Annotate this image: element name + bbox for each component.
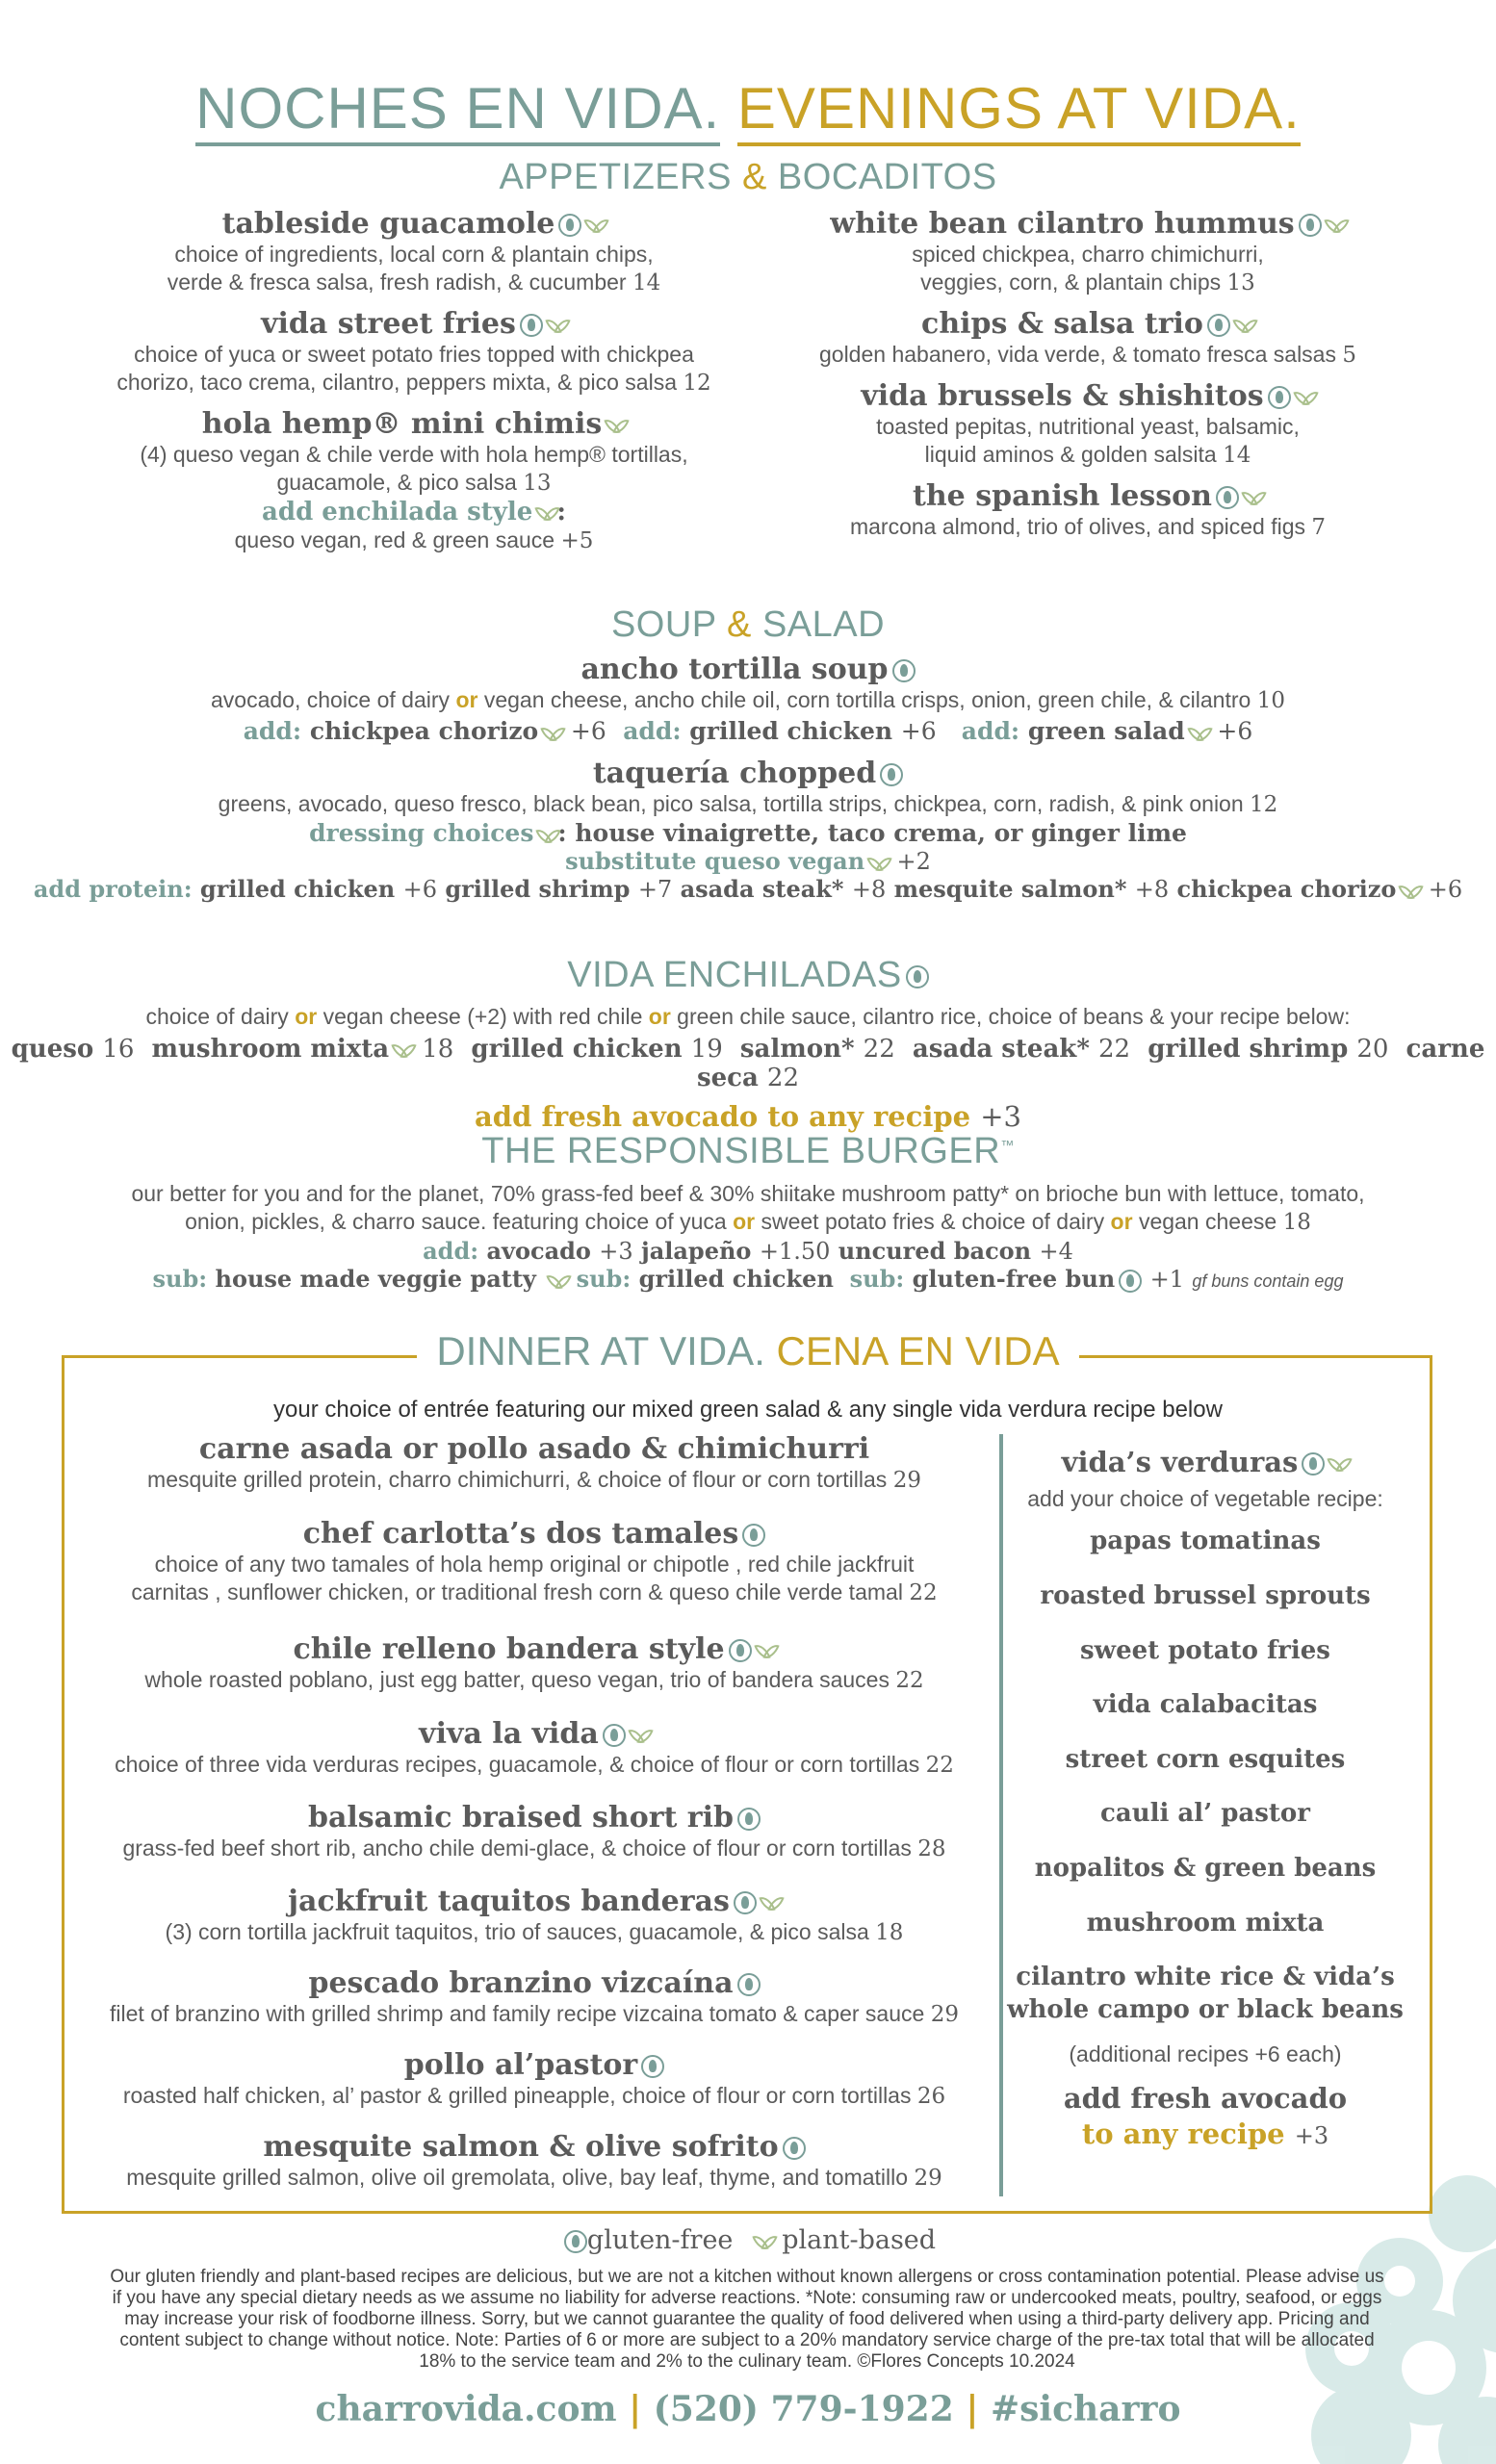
verduras-avocado: to any recipe <box>1081 2118 1285 2150</box>
gluten-free-icon <box>1216 486 1239 509</box>
verdura-item: vida calabacitas <box>1093 1690 1318 1719</box>
enchilada-price: 20 <box>1356 1035 1389 1064</box>
item-price: 28 <box>917 1836 946 1861</box>
item-desc: green chile sauce, cilantro rice, choice of beans & your recipe below: <box>677 1004 1351 1029</box>
protein-price: +8 <box>1134 876 1170 903</box>
enchilada-price: 19 <box>690 1035 723 1064</box>
dressing-label: dressing choices <box>309 819 534 847</box>
item-name: pollo al’pastor <box>403 2048 638 2082</box>
add-label: add: <box>423 1237 479 1265</box>
plant-based-icon <box>547 1271 568 1291</box>
item-desc: filet of branzino with grilled shrimp and family recipe vizcaina tomato & caper sauce <box>110 2001 925 2026</box>
or-word: or <box>295 1004 318 1029</box>
menu-item <box>77 1717 992 1780</box>
item-name: viva la vida <box>419 1717 599 1751</box>
plant-based-icon <box>1294 388 1315 407</box>
sub-name: house made veggie patty <box>215 1265 536 1293</box>
verduras-avocado: add fresh avocado <box>1063 2082 1348 2115</box>
gluten-free-icon <box>520 314 543 337</box>
add-enchilada-label: add enchilada style <box>262 498 533 526</box>
gluten-free-icon <box>783 2137 806 2160</box>
or-word: or <box>1110 1209 1133 1234</box>
addon-price: +6 <box>570 717 606 745</box>
menu-item <box>77 1632 992 1695</box>
gluten-free-icon <box>1119 1270 1142 1293</box>
gluten-free-icon <box>742 1524 765 1547</box>
enchilada-price: 22 <box>863 1035 895 1064</box>
soup-amp: & <box>727 604 752 645</box>
plant-based-icon <box>1233 316 1254 335</box>
dressing-options: : house vinaigrette, taco crema, or ginger lime <box>557 819 1187 847</box>
gluten-free-icon <box>892 659 916 682</box>
item-desc: veggies, corn, & plantain chips <box>920 270 1222 295</box>
menu-item: hola hemp® mini chimis (4) queso vegan & chile verde with hola hemp® tortillas, guacamole, & pico salsa 13 add enchilada style : queso vegan, red & green sauce +5 <box>77 407 751 555</box>
item-name: ancho tortilla soup <box>580 653 889 686</box>
gluten-free-icon <box>1299 214 1322 237</box>
verduras-title-text: vida’s verduras <box>1061 1446 1299 1478</box>
headline-spanish: NOCHES EN VIDA. <box>195 76 720 146</box>
protein-name: asada steak* <box>680 875 844 903</box>
protein-price: +7 <box>637 876 673 903</box>
plant-based-icon <box>629 1726 650 1745</box>
item-price: 18 <box>875 1920 904 1945</box>
protein-name: grilled chicken <box>199 875 396 903</box>
plant-based-icon <box>541 724 562 743</box>
item-name: pescado branzino vizcaína <box>308 1966 734 2000</box>
item-desc: liquid aminos & golden salsita <box>924 442 1217 467</box>
verdura-item: sweet potato fries <box>1080 1636 1330 1665</box>
or-word: or <box>648 1004 671 1029</box>
item-price: 12 <box>1250 792 1278 817</box>
menu-item <box>77 1432 992 1495</box>
item-desc: chorizo, taco crema, cilantro, peppers mixta, & pico salsa <box>116 370 677 395</box>
separator: | <box>966 2389 979 2429</box>
enchiladas-section <box>0 1003 1496 1133</box>
addon-name: avocado <box>486 1237 591 1265</box>
item-price: 29 <box>914 2166 942 2191</box>
item-desc: vegan cheese, ancho chile oil, corn tortilla crisps, onion, green chile, & cilantro <box>483 687 1251 712</box>
addon-price: +4 <box>1039 1238 1073 1265</box>
plant-based-icon <box>1325 216 1346 235</box>
plant-based-icon <box>392 1040 413 1060</box>
item-price: 29 <box>930 2002 959 2027</box>
website-link[interactable]: charrovida.com <box>315 2389 617 2429</box>
item-desc: queso vegan, red & green sauce <box>234 527 555 552</box>
item-price: 12 <box>683 371 711 396</box>
appetizers-title-a: APPETIZERS <box>499 157 732 197</box>
item-name: tableside guacamole <box>221 207 555 241</box>
plant-based-icon <box>1188 724 1209 743</box>
menu-item <box>761 379 1415 470</box>
menu-item <box>761 479 1415 542</box>
plant-based-icon <box>535 503 556 523</box>
item-name: white bean cilantro hummus <box>830 207 1295 241</box>
plant-based-icon <box>546 316 567 335</box>
plant-based-icon <box>1328 1454 1349 1474</box>
item-desc: golden habanero, vida verde, & tomato fresca salsas <box>818 342 1336 367</box>
gluten-free-icon <box>734 1891 757 1914</box>
sub-label: sub: <box>152 1265 208 1293</box>
sub-price: +1 <box>1149 1266 1184 1293</box>
burger-section <box>0 1180 1496 1293</box>
gluten-free-icon <box>564 2230 587 2253</box>
disclaimer-line: Our gluten friendly and plant-based recipes are delicious, but we are not a kitchen without known allergens or cross contamination potential. Please advise us <box>110 2267 1384 2287</box>
addon-name: uncured bacon <box>838 1237 1032 1265</box>
item-price: 26 <box>916 2084 946 2109</box>
enchilada-price: 18 <box>422 1035 454 1064</box>
verdura-item: nopalitos & green beans <box>1034 1854 1377 1883</box>
enchilada-option: asada steak* <box>912 1035 1090 1064</box>
item-name: the spanish lesson <box>913 479 1212 513</box>
item-desc: vegan cheese (+2) with red chile <box>322 1004 643 1029</box>
verdura-item: cauli al’ pastor <box>1100 1799 1310 1828</box>
item-desc: choice of dairy <box>145 1004 289 1029</box>
verduras-title <box>1007 1446 1404 1478</box>
enchilada-price: 22 <box>766 1064 799 1092</box>
verduras-subtitle: add your choice of vegetable recipe: <box>1027 1486 1383 1511</box>
verdura-item: street corn esquites <box>1065 1745 1346 1774</box>
appetizers-amp: & <box>742 157 767 197</box>
verdura-item: mushroom mixta <box>1086 1909 1325 1938</box>
sub-label: sub: <box>849 1265 905 1293</box>
legend-gluten-free: gluten-free <box>586 2225 734 2255</box>
gluten-free-icon <box>1302 1452 1325 1476</box>
item-desc: (3) corn tortilla jackfruit taquitos, trio of sauces, guacamole, & pico salsa <box>165 1919 869 1944</box>
menu-item <box>77 1966 992 2029</box>
addon-name: green salad <box>1027 717 1185 745</box>
item-desc: choice of yuca or sweet potato fries topped with chickpea <box>134 342 694 367</box>
gf-note: gf buns contain egg <box>1192 1271 1344 1291</box>
avocado-price: +3 <box>1294 2122 1329 2149</box>
enchiladas-title <box>0 955 1496 996</box>
verdura-item: whole campo or black beans <box>1007 1995 1404 2024</box>
gluten-free-icon <box>603 1724 626 1747</box>
item-price: 10 <box>1256 688 1285 713</box>
plant-based-icon <box>867 854 889 873</box>
enchilada-price: 22 <box>1097 1035 1131 1064</box>
plant-based-icon <box>1399 882 1420 901</box>
plant-based-icon <box>753 2232 774 2251</box>
disclaimer-line: content subject to change without notice. Note: Parties of 6 or more are subject to a 20% mandatory service charge of the pre-tax total that will be allocated <box>119 2330 1375 2350</box>
item-name: vida brussels & shishitos <box>861 379 1264 413</box>
item-desc: mesquite grilled protein, charro chimichurri, & choice of flour or corn tortillas <box>147 1467 888 1492</box>
add-label: add: <box>243 717 302 745</box>
item-desc: guacamole, & pico salsa <box>276 470 517 495</box>
protein-name: grilled shrimp <box>445 875 631 903</box>
substitute-price: +2 <box>896 848 931 875</box>
verdura-item: papas tomatinas <box>1090 1527 1321 1555</box>
plant-based-icon <box>755 1641 776 1660</box>
gluten-free-icon <box>1268 386 1291 409</box>
trademark: ™ <box>1000 1137 1015 1153</box>
item-price: 13 <box>523 471 552 496</box>
verduras-extra: (additional recipes +6 each) <box>1069 2041 1342 2066</box>
appetizers-left-column <box>77 207 751 555</box>
dinner-intro: your choice of entrée featuring our mixed green salad & any single vida verdura recipe below <box>273 1397 1223 1423</box>
item-price: 22 <box>925 1753 954 1778</box>
or-word: or <box>455 687 478 712</box>
menu-item <box>761 307 1415 370</box>
menu-item <box>77 307 751 398</box>
burger-title <box>0 1131 1496 1172</box>
soup-title-a: SOUP <box>610 604 716 645</box>
column-divider <box>999 1434 1003 2196</box>
plant-based-icon <box>536 826 557 845</box>
disclaimer-line: 18% to the service team and 2% to the culinary team. ©Flores Concepts 10.2024 <box>419 2351 1075 2372</box>
plant-based-icon <box>1242 488 1263 507</box>
page-headline <box>0 75 1496 141</box>
gluten-free-icon <box>737 1808 761 1831</box>
sub-name: grilled chicken <box>638 1265 834 1293</box>
item-desc: (4) queso vegan & chile verde with hola hemp® tortillas, <box>140 442 688 467</box>
item-price: 14 <box>632 270 661 295</box>
protein-price: +8 <box>851 876 887 903</box>
item-name: chile relleno bandera style <box>293 1632 725 1666</box>
plant-based-icon <box>760 1893 781 1912</box>
item-desc: marcona almond, trio of olives, and spiced figs <box>849 514 1305 539</box>
item-desc: avocado, choice of dairy <box>211 687 451 712</box>
addon-name: chickpea chorizo <box>309 717 539 745</box>
item-name: balsamic braised short rib <box>307 1801 734 1835</box>
menu-item <box>77 207 751 297</box>
menu-item <box>77 2130 992 2193</box>
item-desc: mesquite grilled salmon, olive oil gremolata, olive, bay leaf, thyme, and tomatillo <box>126 2165 909 2190</box>
item-desc: our better for you and for the planet, 70% grass-fed beef & 30% shiitake mushroom patty* on brioche bun with lettuce, tomato, <box>131 1181 1365 1206</box>
item-name: chips & salsa trio <box>921 307 1203 341</box>
gluten-free-icon <box>737 1973 761 1996</box>
verdura-item: cilantro white rice & vida’s <box>1016 1963 1395 1991</box>
soup-salad-title <box>0 604 1496 646</box>
protein-price: +6 <box>1428 876 1463 903</box>
avocado-addon: add fresh avocado to any recipe <box>475 1100 971 1133</box>
item-name: mesquite salmon & olive sofrito <box>263 2130 779 2164</box>
legend-plant-based: plant-based <box>782 2225 937 2255</box>
sub-name: gluten-free bun <box>912 1265 1116 1293</box>
legend <box>0 2225 1496 2255</box>
footer-contact <box>0 2389 1496 2429</box>
item-desc: sweet potato fries & choice of dairy <box>761 1209 1105 1234</box>
item-price: 14 <box>1223 443 1251 468</box>
headline-english: EVENINGS AT VIDA. <box>737 76 1301 146</box>
item-price: 7 <box>1311 515 1327 540</box>
item-price: 18 <box>1282 1210 1311 1235</box>
sub-label: sub: <box>576 1265 632 1293</box>
verdura-item: roasted brussel sprouts <box>1040 1581 1371 1610</box>
enchilada-option: grilled chicken <box>471 1035 683 1064</box>
gluten-free-icon <box>729 1639 752 1662</box>
menu-item <box>77 1517 992 1607</box>
soup-title-b: SALAD <box>761 604 886 645</box>
gluten-free-icon <box>641 2055 664 2078</box>
separator: | <box>629 2389 642 2429</box>
addon-name: grilled chicken <box>689 717 893 745</box>
protein-label: add protein: <box>33 875 193 903</box>
item-desc: onion, pickles, & charro sauce. featuring choice of yuca <box>185 1209 727 1234</box>
phone-number[interactable]: (520) 779-1922 <box>653 2389 954 2429</box>
item-name: hola hemp® mini chimis <box>201 407 603 441</box>
disclaimer-line: if you have any special dietary needs as we assume no liability for adverse reactions. *Note: consuming raw or undercooked meats, poultry, seafood, or eggs <box>112 2288 1382 2308</box>
plant-based-icon <box>584 216 606 235</box>
menu-item <box>77 2048 992 2111</box>
menu-item <box>77 1801 992 1863</box>
item-desc: vegan cheese <box>1138 1209 1277 1234</box>
item-price: 5 <box>1342 343 1357 368</box>
soup-section <box>0 653 1496 903</box>
item-desc: verde & fresca salsa, fresh radish, & cucumber <box>167 270 627 295</box>
enchilada-option: carne seca <box>696 1035 1485 1092</box>
item-desc: greens, avocado, queso fresco, black bean, pico salsa, tortilla strips, chickpea, corn, radish, & pink onion <box>218 791 1244 816</box>
item-desc: roasted half chicken, al’ pastor & grilled pineapple, choice of flour or corn tortillas <box>122 2083 912 2108</box>
gluten-free-icon <box>558 214 581 237</box>
add-label: add: <box>961 717 1020 745</box>
dinner-title-b: CENA EN VIDA <box>776 1328 1060 1373</box>
or-word: or <box>733 1209 756 1234</box>
item-desc: toasted pepitas, nutritional yeast, balsamic, <box>876 414 1300 439</box>
appetizers-title <box>0 157 1496 198</box>
item-desc: choice of ingredients, local corn & plantain chips, <box>174 242 654 267</box>
enchilada-price: 16 <box>102 1035 135 1064</box>
burger-title-text: THE RESPONSIBLE BURGER <box>481 1131 1001 1171</box>
appetizers-title-b: BOCADITOS <box>777 157 997 197</box>
item-desc: grass-fed beef short rib, ancho chile demi-glace, & choice of flour or corn tortillas <box>122 1835 912 1861</box>
plant-based-icon <box>605 416 626 435</box>
appetizers-right-column <box>761 207 1415 542</box>
item-desc: spiced chickpea, charro chimichurri, <box>912 242 1264 267</box>
enchiladas-title-text: VIDA ENCHILADAS <box>567 955 902 995</box>
item-price: 13 <box>1226 270 1255 295</box>
item-desc: choice of three vida verduras recipes, guacamole, & choice of flour or corn tortillas <box>115 1752 920 1777</box>
enchilada-option: grilled shrimp <box>1148 1035 1349 1064</box>
menu-item <box>77 1885 992 1947</box>
enchilada-option: queso <box>11 1035 94 1064</box>
addon-price: +3 <box>599 1238 633 1265</box>
addon-name: jalapeño <box>641 1237 752 1265</box>
enchilada-option: mushroom mixta <box>151 1035 390 1064</box>
addon-price: +6 <box>900 717 937 745</box>
dinner-title-a: DINNER AT VIDA. <box>436 1328 765 1373</box>
gluten-free-icon <box>906 965 929 988</box>
addon-price: +1.50 <box>759 1238 831 1265</box>
item-name: vida street fries <box>261 307 516 341</box>
item-name: jackfruit taquitos banderas <box>288 1885 730 1918</box>
substitute-label: substitute queso vegan <box>565 847 865 875</box>
item-price: +5 <box>560 528 594 553</box>
item-price: 22 <box>909 1580 938 1605</box>
gluten-free-icon <box>880 763 903 786</box>
add-label: add: <box>623 717 682 745</box>
item-desc: whole roasted poblano, just egg batter, queso vegan, trio of bandera sauces <box>144 1667 890 1692</box>
hashtag: #sicharro <box>990 2389 1181 2429</box>
item-price: 22 <box>895 1668 924 1693</box>
disclaimer-line: may increase your risk of foodborne illness. Sorry, but we cannot guarantee the quality of food delivered when using a third-party delivery app. Pricing and <box>124 2309 1370 2329</box>
avocado-price: +3 <box>980 1100 1021 1133</box>
protein-name: mesquite salmon* <box>893 875 1127 903</box>
item-desc: choice of any two tamales of hola hemp original or chipotle , red chile jackfruit <box>154 1552 915 1577</box>
item-desc: carnitas , sunflower chicken, or traditional fresh corn & queso chile verde tamal <box>131 1579 903 1604</box>
item-name: taquería chopped <box>592 757 877 790</box>
gluten-free-icon <box>1207 314 1230 337</box>
enchilada-option: salmon* <box>739 1035 855 1064</box>
dinner-title <box>0 1328 1496 1374</box>
protein-price: +6 <box>402 876 437 903</box>
addon-price: +6 <box>1217 717 1253 745</box>
item-price: 29 <box>892 1468 921 1493</box>
menu-item <box>761 207 1415 297</box>
item-name: carne asada or pollo asado & chimichurri <box>198 1432 870 1466</box>
footer-disclaimer <box>64 2267 1431 2373</box>
protein-name: chickpea chorizo <box>1176 875 1397 903</box>
item-name: chef carlotta’s dos tamales <box>302 1517 739 1551</box>
